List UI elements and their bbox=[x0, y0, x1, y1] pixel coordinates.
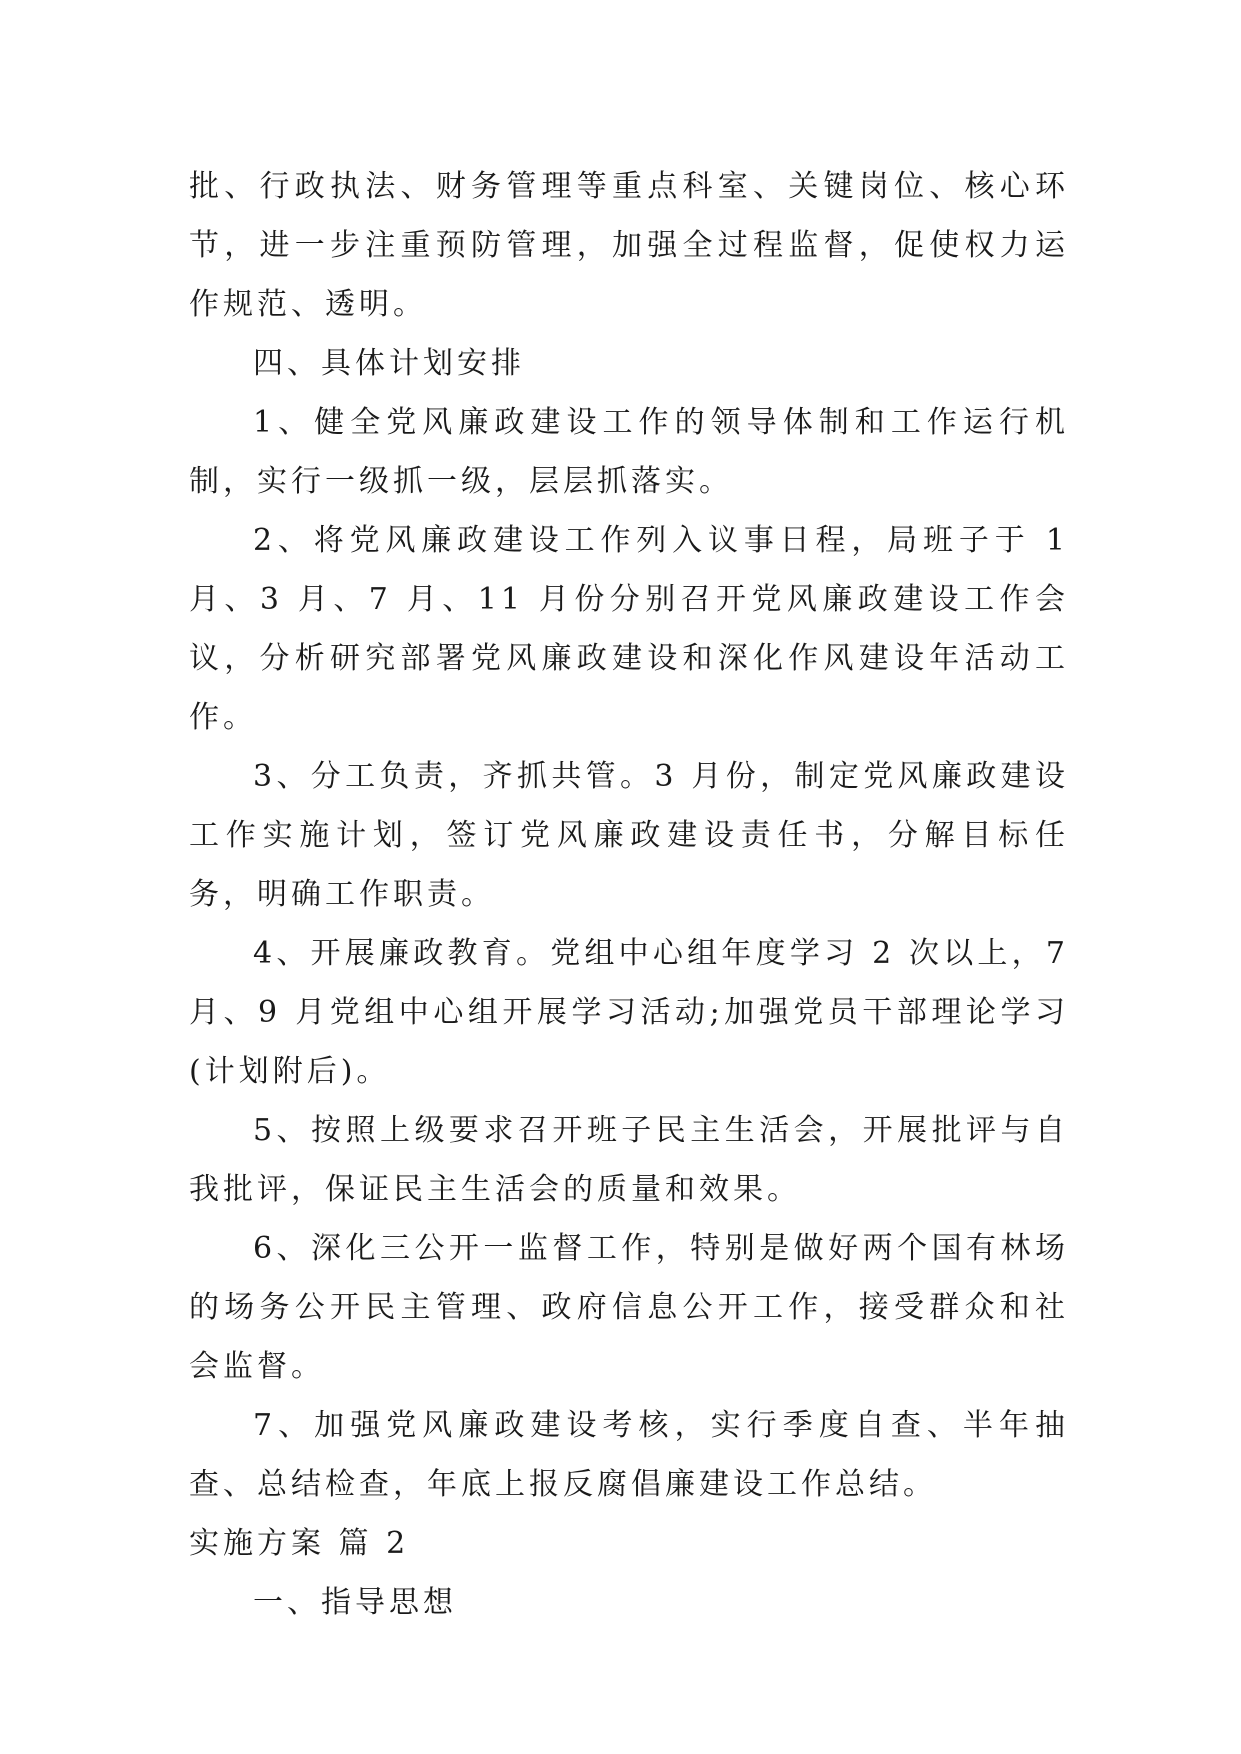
paragraph-item-2: 2、将党风廉政建设工作列入议事日程，局班子于 1 月、3 月、7 月、11 月份分别召开党风廉政建设工作会议，分析研究部署党风廉政建设和深化作风建设年活动工作。 bbox=[189, 523, 1069, 735]
paragraph-item-5: 5、按照上级要求召开班子民主生活会，开展批评与自我批评，保证民主生活会的质量和效果。 bbox=[189, 1113, 1069, 1207]
section-title-plan-2: 实施方案 篇 2 bbox=[189, 1526, 410, 1561]
paragraph-item-6: 6、深化三公开一监督工作，特别是做好两个国有林场的场务公开民主管理、政府信息公开工作，接受群众和社会监督。 bbox=[189, 1231, 1069, 1384]
paragraph-item-3: 3、分工负责，齐抓共管。3 月份，制定党风廉政建设工作实施计划，签订党风廉政建设责任书，分解目标任务，明确工作职责。 bbox=[189, 759, 1069, 912]
heading-guiding-thought: 一、指导思想 bbox=[253, 1585, 457, 1620]
paragraph-continuation: 批、行政执法、财务管理等重点科室、关键岗位、核心环节，进一步注重预防管理，加强全过程监督，促使权力运作规范、透明。 bbox=[189, 169, 1069, 322]
document-body bbox=[189, 157, 1069, 1632]
heading-specific-plan: 四、具体计划安排 bbox=[253, 346, 525, 381]
paragraph-item-7: 7、加强党风廉政建设考核，实行季度自查、半年抽查、总结检查，年底上报反腐倡廉建设工作总结。 bbox=[189, 1408, 1069, 1502]
paragraph-item-4: 4、开展廉政教育。党组中心组年度学习 2 次以上，7 月、9 月党组中心组开展学习活动;加强党员干部理论学习(计划附后)。 bbox=[189, 936, 1069, 1089]
paragraph-item-1: 1、健全党风廉政建设工作的领导体制和工作运行机制，实行一级抓一级，层层抓落实。 bbox=[189, 405, 1069, 499]
